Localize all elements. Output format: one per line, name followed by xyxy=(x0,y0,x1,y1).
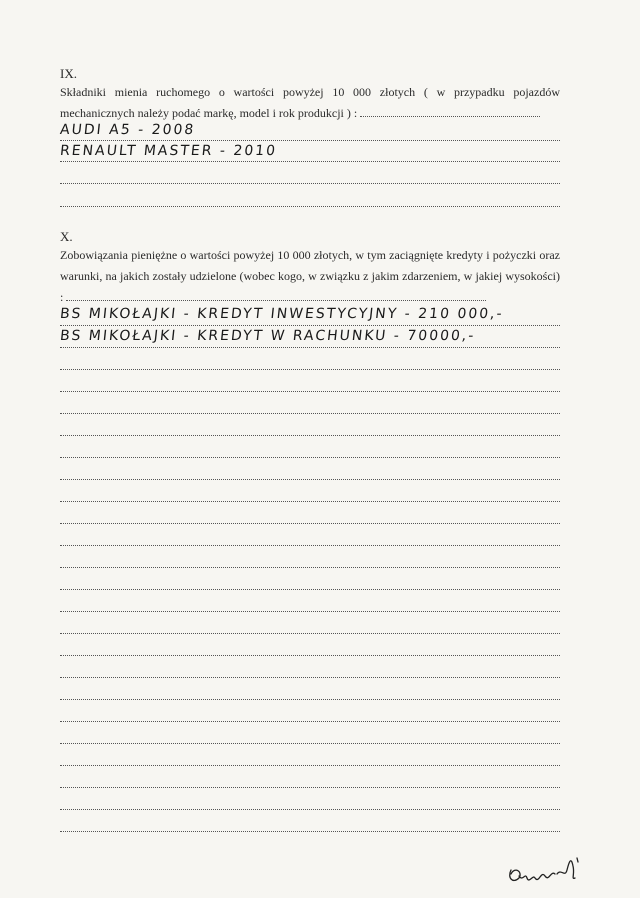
handwritten-signature xyxy=(505,848,585,888)
dotted-line xyxy=(60,140,560,141)
inline-dotted-line xyxy=(66,299,486,301)
dotted-line xyxy=(60,655,560,656)
inline-dotted-line xyxy=(360,115,540,117)
section-x-number: X. xyxy=(60,229,73,244)
handwritten-entry: BS MIKOŁAJKI - KREDYT W RACHUNKU - 70000,- xyxy=(59,328,477,344)
dotted-line xyxy=(60,611,560,612)
dotted-line xyxy=(60,633,560,634)
dotted-line xyxy=(60,699,560,700)
dotted-line xyxy=(60,501,560,502)
handwritten-entry: RENAULT MASTER - 2010 xyxy=(59,143,278,159)
dotted-line xyxy=(60,831,560,832)
dotted-line xyxy=(60,369,560,370)
dotted-line xyxy=(60,206,560,207)
section-x-description: Zobowiązania pieniężne o wartości powyżej 10 000 złotych, w tym zaciągnięte kredyty i pożyczki oraz warunki, na jakich zostały udzielone (wobec kogo, w związku z jakim zdarzeniem, w jakiej wysokości) : xyxy=(60,248,560,304)
dotted-line xyxy=(60,809,560,810)
dotted-line xyxy=(60,677,560,678)
dotted-line xyxy=(60,391,560,392)
section-ix-number: IX. xyxy=(60,66,77,81)
dotted-line xyxy=(60,435,560,436)
dotted-line xyxy=(60,523,560,524)
handwritten-entry: BS MIKOŁAJKI - KREDYT INWESTYCYJNY - 210 000,- xyxy=(59,306,505,322)
dotted-line xyxy=(60,787,560,788)
dotted-line xyxy=(60,413,560,414)
handwritten-entry: AUDI A5 - 2008 xyxy=(59,122,197,138)
dotted-line xyxy=(60,325,560,326)
dotted-line xyxy=(60,567,560,568)
dotted-line xyxy=(60,347,560,348)
dotted-line xyxy=(60,589,560,590)
section-ix-description: Składniki mienia ruchomego o wartości powyżej 10 000 złotych ( w przypadku pojazdów mechanicznych należy podać markę, model i rok produkcji ) : xyxy=(60,85,560,120)
dotted-line xyxy=(60,721,560,722)
dotted-line xyxy=(60,457,560,458)
dotted-line xyxy=(60,479,560,480)
dotted-line xyxy=(60,545,560,546)
dotted-line xyxy=(60,743,560,744)
dotted-line xyxy=(60,183,560,184)
dotted-line xyxy=(60,161,560,162)
dotted-line xyxy=(60,765,560,766)
